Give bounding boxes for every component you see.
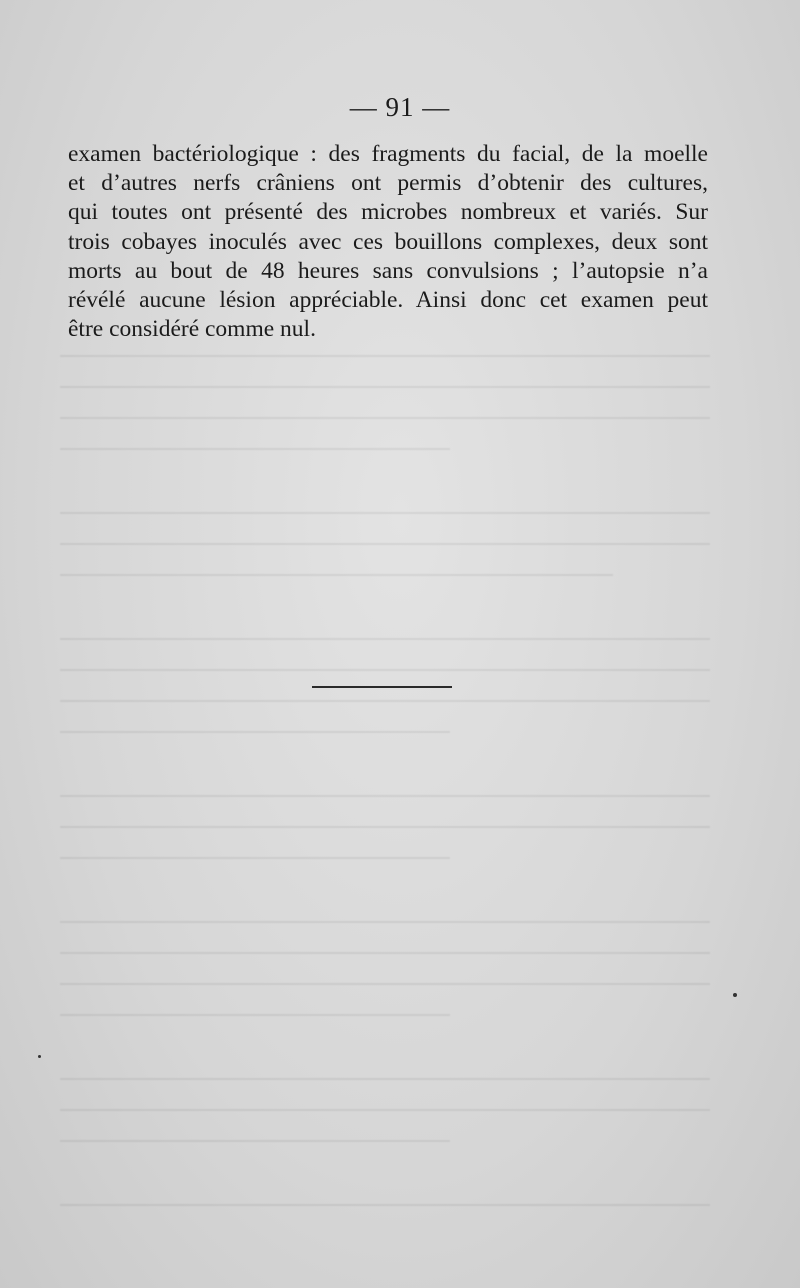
text-line: examen bactériologique : des fragments du facial, de la moelle bbox=[68, 141, 708, 167]
paragraph bbox=[68, 140, 708, 344]
ink-speck bbox=[733, 993, 737, 997]
text-line: être considéré comme nul. bbox=[68, 316, 316, 343]
bleed-through-text bbox=[60, 355, 710, 1175]
text-line: et d’autres nerfs crâniens ont permis d’obtenir des cultures, bbox=[68, 170, 708, 197]
text-line: trois cobayes inoculés avec ces bouillons complexes, deux sont bbox=[68, 228, 708, 255]
text-line: révélé aucune lésion appréciable. Ainsi donc cet examen peut bbox=[68, 287, 708, 314]
ink-speck bbox=[38, 1055, 41, 1058]
section-divider bbox=[312, 686, 452, 688]
page-number: — 91 — bbox=[349, 92, 451, 122]
text-line: morts au bout de 48 heures sans convulsions ; l’autopsie n’a bbox=[68, 257, 708, 284]
text-line: qui toutes ont présenté des microbes nombreux et variés. Sur bbox=[68, 199, 708, 226]
